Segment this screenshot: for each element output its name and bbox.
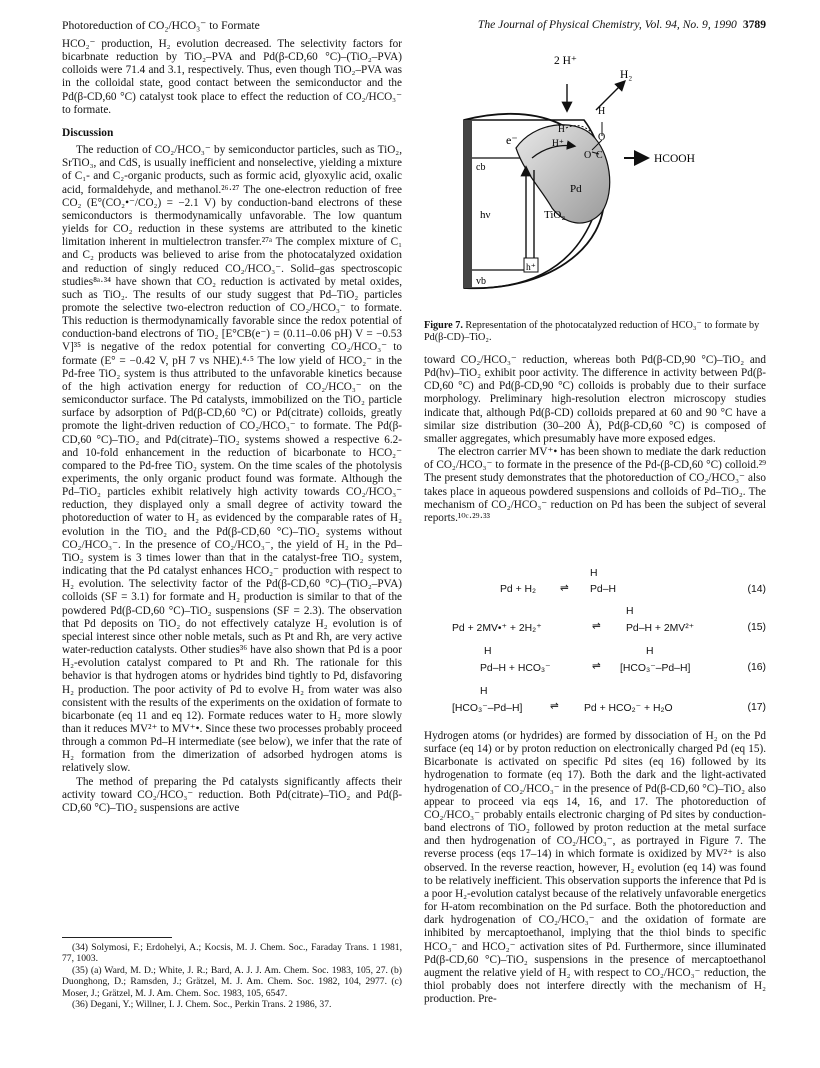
equation-15: [424, 604, 766, 644]
left-column: [62, 38, 402, 815]
label-electron: e⁻: [506, 133, 518, 147]
label-vb: vb: [476, 276, 486, 287]
eq14-left: Pd + H₂: [500, 584, 537, 595]
figure-7-diagram: [424, 40, 766, 320]
footnote-rule: [62, 937, 172, 938]
label-h-inner: H: [558, 125, 565, 135]
label-h-top: H: [598, 106, 606, 117]
right-paragraph-3: Hydrogen atoms (or hydrides) are formed by dissociation of H₂ on the Pd surface (eq 14) or by proton reduction on electronically charged Pd (eq 15). Bicarbonate is activated on specific Pd sites (eq 16) followed by its hydrogenation to formate (eq 17). Both the dark and the light-activated hydrogenation of CO₂/HCO₃⁻ in the presence of Pd(β-CD,60 °C)–TiO₂ also appear to proceed via eqs 14, 16, and 17. The photoreduction of CO₂/HCO₃⁻ probably entails electronic charging of Pd sites by conduction-band electrons of TiO₂ followed by proton reduction at the metal surface and then hydrogenation of CO₂/HCO₃⁻, as portrayed in Figure 7. The reverse process (eqs 17–14) in which formate is oxidized by MV²⁺ is also observed. In the reverse reaction, however, H₂ evolution (eq 14) was found to be relatively inefficient. This observation supports the inference that Pd is a poor H₂-evolution catalyst because of the relatively unfavorable energetics for H-atom recombination on the Pd surface. Both the photoreduction and dark hydrogenation of CO₂/HCO₃⁻ and the oxidation of formate are inhibited by mercaptoethanol, implying that the thiol binds to specific HCO₃⁻ and HCO₂⁻ activation sites of Pd. Furthermore, since illuminated Pd(β-CD,60 °C)–TiO₂ suspensions in the presence of mercaptoethanol augment the relative yield of H₂ with respect to CO₂/HCO₃⁻ reduction, the thiol probably does not interfere directly with the mechanism of H₂ production. Pre-: [424, 730, 766, 1006]
label-pd: Pd: [570, 183, 582, 195]
equation-16: [424, 644, 766, 684]
page-number: 3789: [742, 18, 766, 31]
footnotes: [62, 937, 402, 1010]
intro-paragraph: HCO₂⁻ production, H₂ evolution decreased. The selectivity factors for bicarbnate reduction by TiO₂–PVA and Pd(β-CD,60 °C)–(TiO₂–PVA) colloids were 71.4 and 3.1, respectively. Thus, even though TiO₂–PVA was in the colloidal state, good contact between the semiconductor and the Pd(β-CD,60 °C) catalyst took place to effect the reduction of CO₂/HCO₃⁻ to formate.: [62, 38, 402, 116]
caption-text: Representation of the photocatalyzed reduction of HCO₃⁻ to formate by Pd(β-CD)–TiO₂.: [424, 320, 760, 344]
eq16-number: (16): [747, 662, 766, 673]
label-o-2: O: [584, 150, 592, 161]
eq17-above: H: [480, 686, 488, 697]
right-paragraph-1: toward CO₂/HCO₃⁻ reduction, whereas both Pd(β-CD,90 °C)–TiO₂ and Pd(hν)–TiO₂ exhibit poor activity. The difference in activity between Pd(β-CD,60 °C) and Pd(β-CD,90 °C) colloids is probably due to their surface morphology. Preliminary high-resolution electron microscopy studies indicate that, although Pd(β-CD) colloids prepared at 60 and 90 °C have a similar size distribution (30–200 Å), Pd(β-CD,60 °C) is composed of smaller aggregates, which presumably have more exposed edges.: [424, 354, 766, 445]
eq15-number: (15): [747, 622, 766, 633]
eq15-right: Pd–H + 2MV²⁺: [626, 623, 695, 634]
figure-7-caption: [424, 320, 766, 344]
right-column-upper: [424, 354, 766, 525]
equation-17: [424, 684, 766, 724]
eq16-arrow: ⇌: [592, 661, 601, 672]
eq14-right: Pd–H: [590, 584, 616, 595]
label-hole: h⁺: [526, 263, 536, 273]
caption-label: Figure 7.: [424, 320, 463, 331]
section-heading-discussion: Discussion: [62, 126, 114, 139]
figure-7: [424, 40, 766, 320]
label-2h: 2 H⁺: [554, 55, 577, 67]
eq17-arrow: ⇌: [550, 701, 559, 712]
footnote-35: (35) (a) Ward, M. D.; White, J. R.; Bard, A. J. J. Am. Chem. Soc. 1983, 105, 27. (b) Duonghong, D.; Ramsden, J.; Grätzel, M. J. Am. Chem. Soc. 1982, 104, 2977. (c) Moser, J.; Grätzel, M. J. Am. Chem. Soc. 1983, 105, 6547.: [62, 964, 402, 999]
right-column-lower: [424, 730, 766, 1006]
footnote-36: (36) Degani, Y.; Willner, I. J. Chem. Soc., Perkin Trans. 2 1986, 37.: [72, 999, 332, 1011]
eq14-number: (14): [747, 584, 766, 595]
label-cb: cb: [476, 162, 486, 173]
eq15-above: H: [626, 606, 634, 617]
eq17-left: [HCO₃⁻–Pd–H]: [452, 703, 523, 714]
eq16-left: Pd–H + HCO₃⁻: [480, 663, 551, 674]
eq15-left: Pd + 2MV•⁺ + 2H₂⁺: [452, 623, 542, 634]
eq14-above: H: [590, 568, 598, 579]
footnote-34: (34) Solymosi, F.; Erdohelyi, A.; Kocsis, M. J. Chem. Soc., Faraday Trans. 1 1981, 77, 1003.: [62, 942, 402, 965]
eq16-above-right: H: [646, 646, 654, 657]
journal-name: The Journal of Physical Chemistry, Vol. 94, No. 9, 1990: [477, 18, 737, 31]
eq14-arrow: ⇌: [560, 583, 569, 594]
label-c: C: [596, 150, 603, 161]
journal-citation: [478, 18, 766, 31]
particle-edge-band: [464, 120, 472, 288]
equation-14: [424, 566, 766, 606]
label-hplus-inner: H⁺: [552, 139, 564, 149]
eq16-right: [HCO₃⁻–Pd–H]: [620, 663, 691, 674]
eq17-number: (17): [747, 702, 766, 713]
eq17-right: Pd + HCO₂⁻ + H₂O: [584, 703, 673, 714]
label-hv: hν: [480, 209, 491, 221]
running-header: [62, 18, 766, 38]
label-h2: H₂: [620, 69, 633, 81]
running-title: Photoreduction of CO₂/HCO₃⁻ to Formate: [62, 19, 260, 32]
label-hcooh: HCOOH: [654, 153, 695, 165]
discussion-paragraph-2: The method of preparing the Pd catalysts significantly affects their activity toward CO₂/HCO₃⁻ reduction. Both Pd(citrate)–TiO₂ and Pd(β-CD,60 °C)–TiO₂ suspensions are active: [62, 775, 402, 814]
label-o-1: O: [598, 132, 606, 143]
discussion-paragraph-1: The reduction of CO₂/HCO₃⁻ by semiconductor particles, such as TiO₂, SrTiO₃, and CdS, is usually inefficient and nonselective, yielding a mixture of C₁- and C₂-organic products, such as formic acid, glyoxylic acid, oxalic acid, formaldehyde, and methanol.²⁶·²⁷ The one-electron reduction of free CO₂ (E°(CO₂•⁻/CO₂) = −2.1 V) by conduction-band electrons of these semiconductors is thermodynamically unfavorable. The low quantum yields for CO₂ reduction in these systems are attributed to the kinetic limitation inherent in multielectron transfer.²⁷ᵃ The complex mixture of C₁ and C₂ products was believed to arise from the photocatalyzed oxidation and reduction of singly reduced CO₂/HCO₃⁻. Solid–gas spectroscopic studies⁸ᵃ·³⁴ have shown that CO₂ reduction is activated by metal oxides, such as TiO₂. The results of our study suggest that Pd–TiO₂ particles promote the selective two-electron reduction of CO₂/HCO₃⁻ to formate. This reduction is thermodynamically favorable since the redox potential of conduction-band electrons of TiO₂ [E°CB(e⁻) = (0.11–0.06 pH) V = −0.53 V]³⁵ is negative of the redox potential for converting CO₂/HCO₃⁻ to formate (E° = −0.42 V, pH 7 vs NHE).⁴·⁵ The low yield of HCO₂⁻ in the Pd-free TiO₂ system is thus attributed to the unfavorable kinetics because of the high activation energy for reduction of CO₂/HCO₃⁻ on the semiconductor surface. The Pd catalysts, immobilized on the TiO₂ particle surface by adsorption of Pd(β-CD,60 °C) or Pd(citrate) colloids, greatly promote the light-driven reduction of CO₂/HCO₃⁻ to formate. The Pd(β-CD,60 °C)–TiO₂ and Pd(citrate)–TiO₂ systems showed a respective 6.2- and 10-fold enhancement in the reduction of bicarbonate to HCO₂⁻ compared to the Pd-free TiO₂ system. On the time scales of the photolysis experiments, the only organic product found was formate. Although the Pd–TiO₂ particles exhibit relatively high activity towards CO₂/HCO₃⁻ reduction, they displayed only a small degree of activity toward the photoreduction of water to H₂ as evidenced by the comparable rates of H₂ evolution in the TiO₂ and the Pd(β-CD,60 °C)–TiO₂ systems without CO₂/HCO₃⁻. In the presence of CO₂/HCO₃⁻, the yield of H₂ in the Pd–TiO₂ system is 3 times lower than that in the catalyst-free TiO₂ system, indicating that the Pd catalyst enhances HCO₂⁻ production with respect to H₂ evolution. The selectivity factor of the Pd(β-CD,60 °C)–(TiO₂–PVA) colloids (SF = 3.1) for formate and H₂ production is similar to that of the powdered Pd(β-CD,60 °C)–TiO₂ suspensions (SF = 2.3). The observation that Pd deposits on TiO₂ do not effectively catalyze H₂ evolution is of special interest since other noble metals, such as Pt and Rh, are very active water-reduction catalysts. Other studies³⁶ have also shown that Pd is a poor H₂-evolution catalyst compared to Pt and Rh. The rationale for this behavior is that hydrogen atoms or hydrides bind tightly to Pd, disfavoring H₂ production. The poor activity of Pd to evolve H₂ from water was also consistent with the results of the experiments on the oxidation of formate to bicarbonate (eq 11 and eq 12). Formate reduces water to H₂ more slowly than it reduces MV²⁺ to MV⁺•. Since these two processes probably proceed through a common Pd–H intermediate (see below), we infer that the rate of H₂ formation from the dimerization of adsorbed hydrogen atoms is relatively slow.: [62, 144, 402, 775]
right-paragraph-2: The electron carrier MV⁺• has been shown to mediate the dark reduction of CO₂/HCO₃⁻ to formate in the presence of the Pd-(β-CD,60 °C) colloid.²⁹ The present study demonstrates that the photoreduction of CO₂/HCO₃⁻ also takes place in aqueous powdered suspensions and colloids of Pd–TiO₂. The mechanism of CO₂/HCO₃⁻ reduction on Pd has been the subject of several reports.¹⁰ᶜ·²⁹·³³: [424, 446, 766, 524]
eq15-arrow: ⇌: [592, 621, 601, 632]
label-tio2: TiO₂: [544, 209, 566, 221]
eq16-above-left: H: [484, 646, 492, 657]
